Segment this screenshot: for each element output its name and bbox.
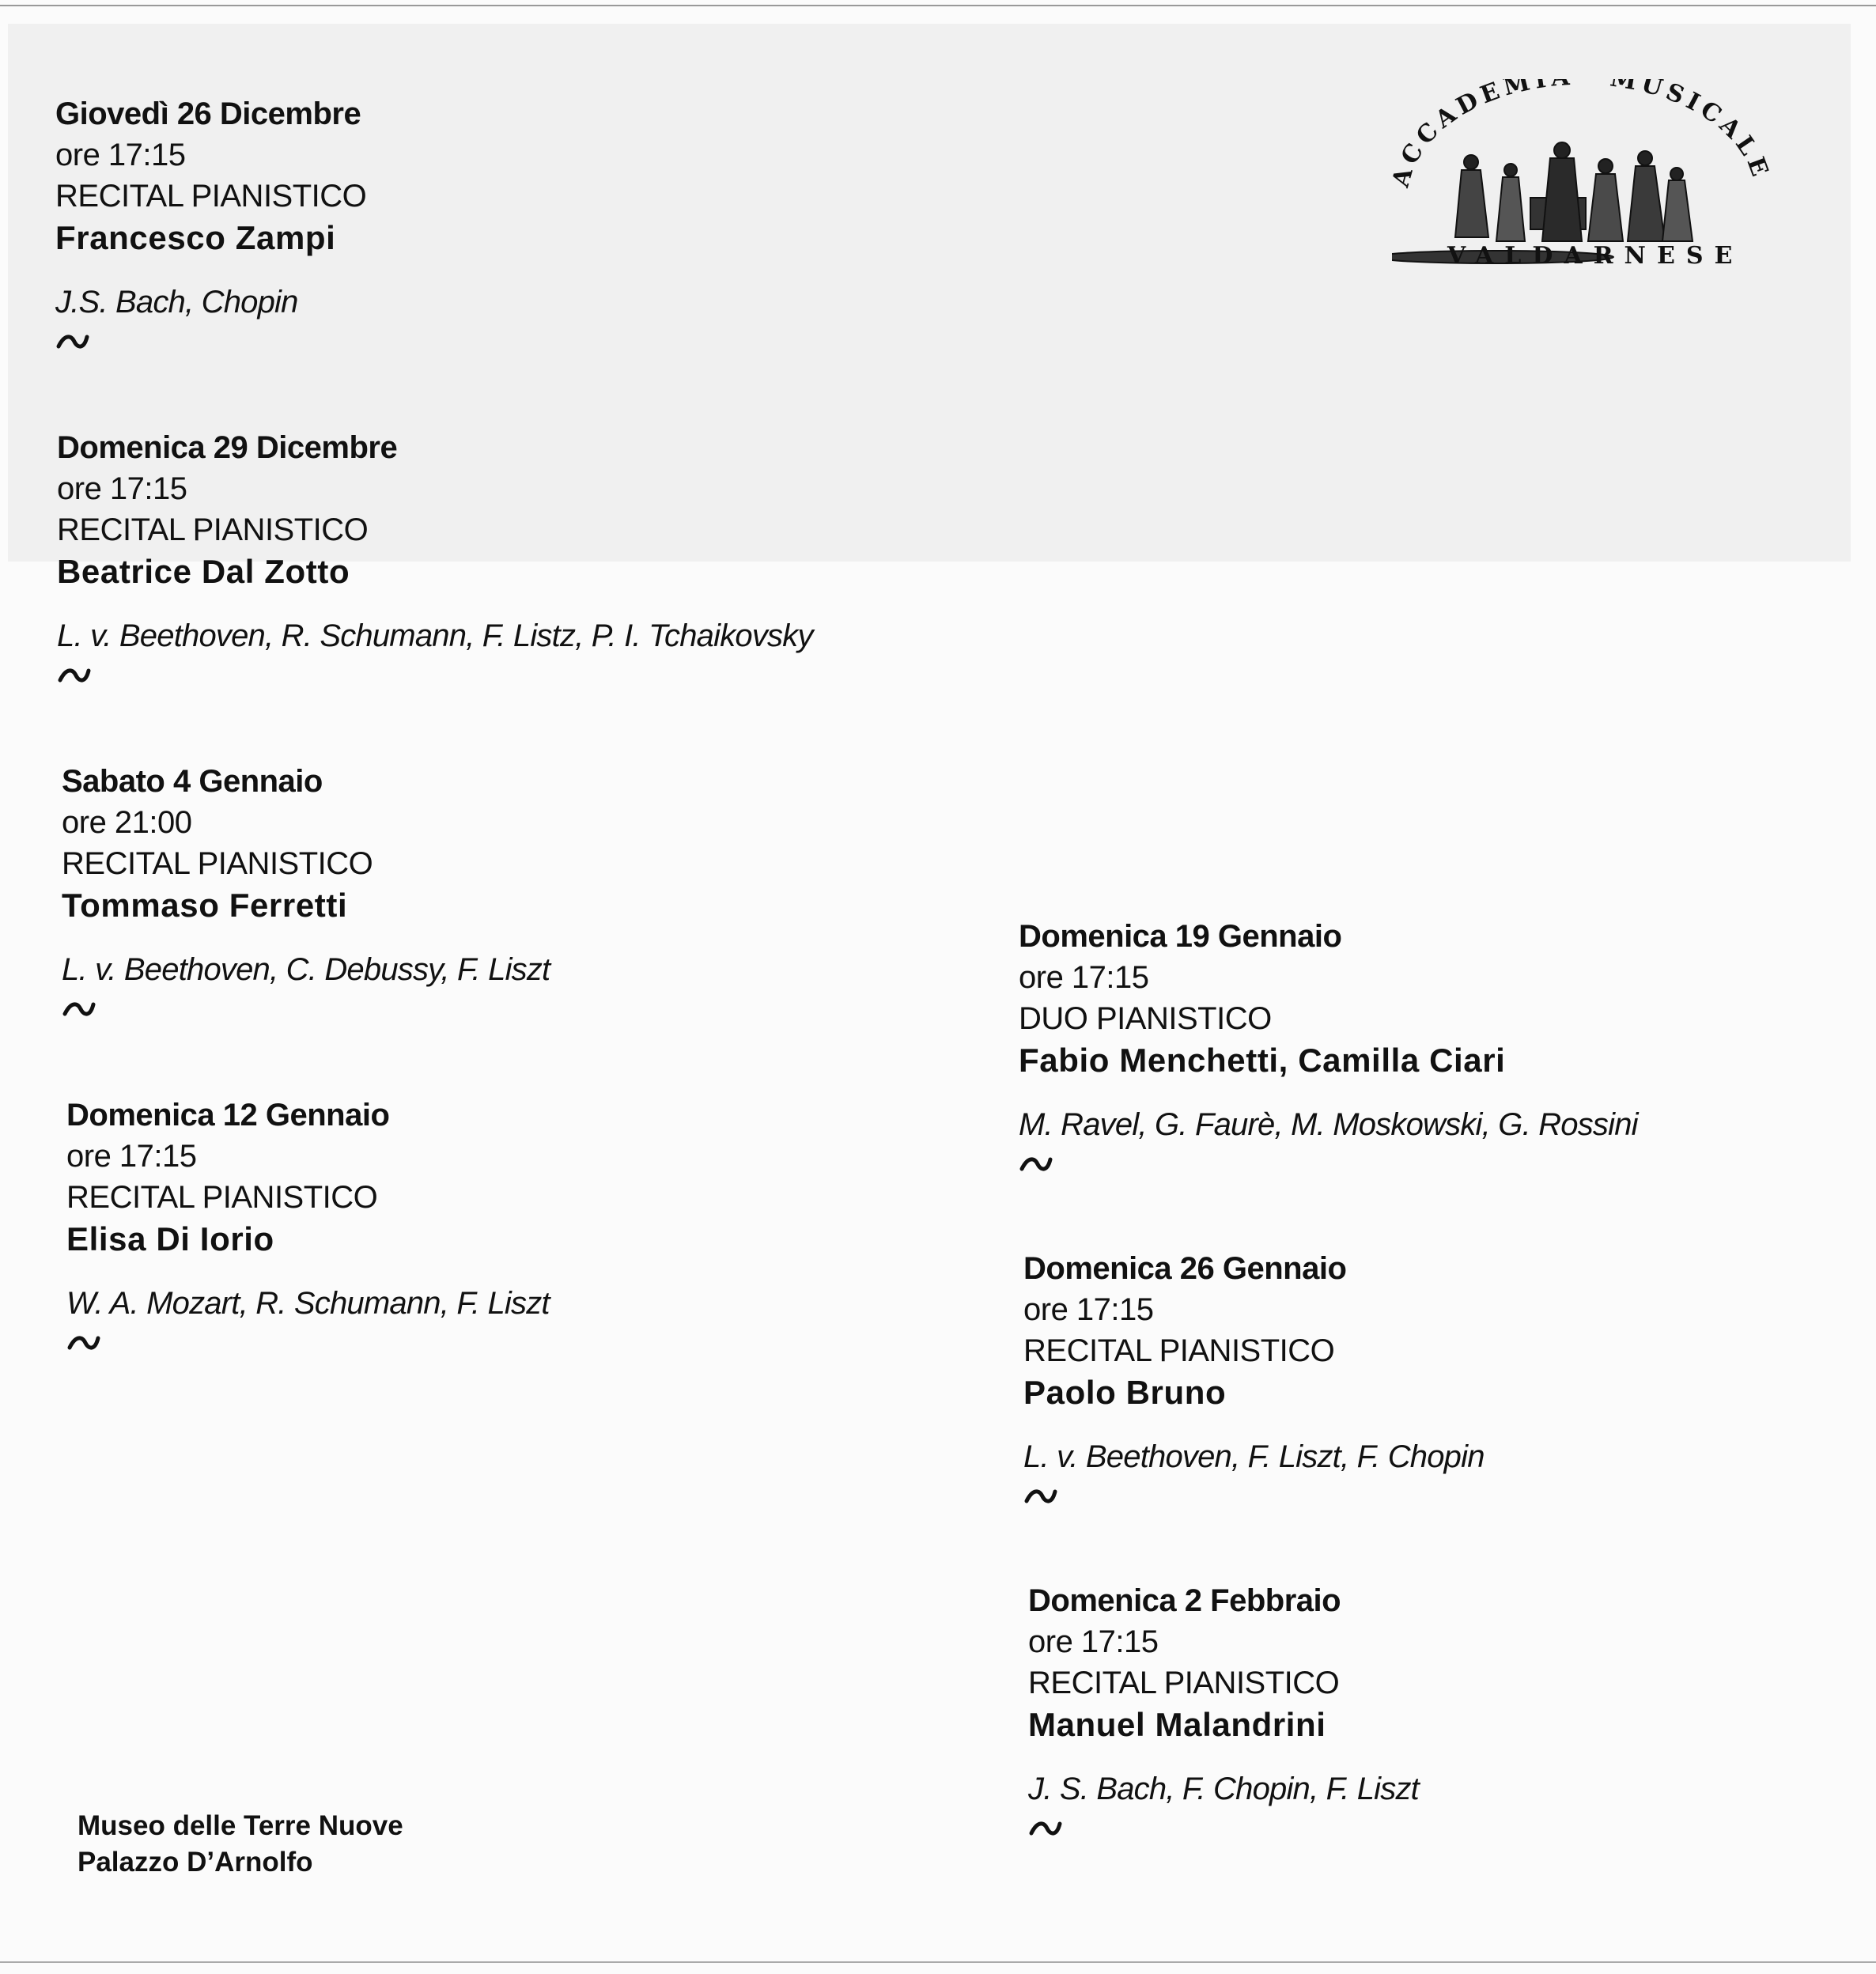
event-time: ore 21:00 [62,805,192,840]
event-composers: W. A. Mozart, R. Schumann, F. Liszt [66,1286,550,1321]
event-performer: Paolo Bruno [1023,1374,1227,1411]
event-time: ore 17:15 [1028,1624,1159,1659]
event-time: ore 17:15 [55,138,186,172]
event-date: Domenica 26 Gennaio [1023,1251,1347,1286]
event-time: ore 17:15 [1019,960,1149,995]
event-composers: M. Ravel, G. Faurè, M. Moskowski, G. Rossini [1019,1107,1638,1142]
event-card [1019,916,1638,1184]
event-card [66,1095,550,1363]
tilde-separator-icon [66,1327,101,1359]
event-type: RECITAL PIANISTICO [57,512,369,547]
top-border-line [0,5,1876,6]
tilde-separator-icon [62,993,96,1025]
tilde-separator-icon [1019,1148,1053,1180]
svg-text:MUSICALE [1608,79,1772,184]
event-card [62,761,550,1029]
logo-word-1: CCADEMI [1395,79,1553,170]
event-date: Sabato 4 Gennaio [62,764,323,799]
event-performer: Beatrice Dal Zotto [57,553,350,590]
event-performer: Fabio Menchetti, Camilla Ciari [1019,1042,1506,1079]
logo-word-2: MUSICAL [1608,79,1765,164]
logo-word-3: VALDARNESE [1447,242,1744,270]
event-performer: Manuel Malandrini [1028,1706,1326,1743]
event-type: RECITAL PIANISTICO [1028,1666,1340,1700]
event-composers: J.S. Bach, Chopin [55,285,298,320]
event-time: ore 17:15 [57,471,187,506]
event-composers: L. v. Beethoven, R. Schumann, F. Listz, P. I. Tchaikovsky [57,618,813,653]
event-composers: L. v. Beethoven, C. Debussy, F. Liszt [62,952,550,987]
event-date: Domenica 19 Gennaio [1019,919,1342,954]
event-type: RECITAL PIANISTICO [62,846,373,881]
event-performer: Elisa Di Iorio [66,1220,274,1257]
bottom-border-line [0,1961,1876,1963]
event-card [57,427,813,695]
venue-museum: Museo delle Terre Nuove [78,1810,403,1841]
event-composers: J. S. Bach, F. Chopin, F. Liszt [1028,1772,1419,1806]
svg-text:ACCADEMIA [1392,79,1575,191]
event-time: ore 17:15 [1023,1292,1154,1327]
event-date: Domenica 2 Febbraio [1028,1583,1341,1618]
event-type: DUO PIANISTICO [1019,1001,1272,1036]
tilde-separator-icon [1028,1813,1063,1844]
tilde-separator-icon [57,660,92,691]
event-card [1028,1580,1419,1848]
event-card [55,93,366,361]
event-type: RECITAL PIANISTICO [66,1180,378,1215]
event-date: Domenica 29 Dicembre [57,430,398,465]
event-card [1023,1248,1485,1516]
tilde-separator-icon [55,326,90,357]
venue-palazzo: Palazzo D’Arnolfo [78,1847,313,1878]
venue-block [78,1808,403,1881]
tilde-separator-icon [1023,1480,1058,1512]
event-composers: L. v. Beethoven, F. Liszt, F. Chopin [1023,1439,1485,1474]
event-performer: Francesco Zampi [55,219,336,256]
event-type: RECITAL PIANISTICO [55,179,367,214]
event-type: RECITAL PIANISTICO [1023,1333,1335,1368]
event-performer: Tommaso Ferretti [62,887,348,924]
event-time: ore 17:15 [66,1139,197,1174]
event-date: Domenica 12 Gennaio [66,1098,390,1133]
event-date: Giovedì 26 Dicembre [55,96,361,131]
